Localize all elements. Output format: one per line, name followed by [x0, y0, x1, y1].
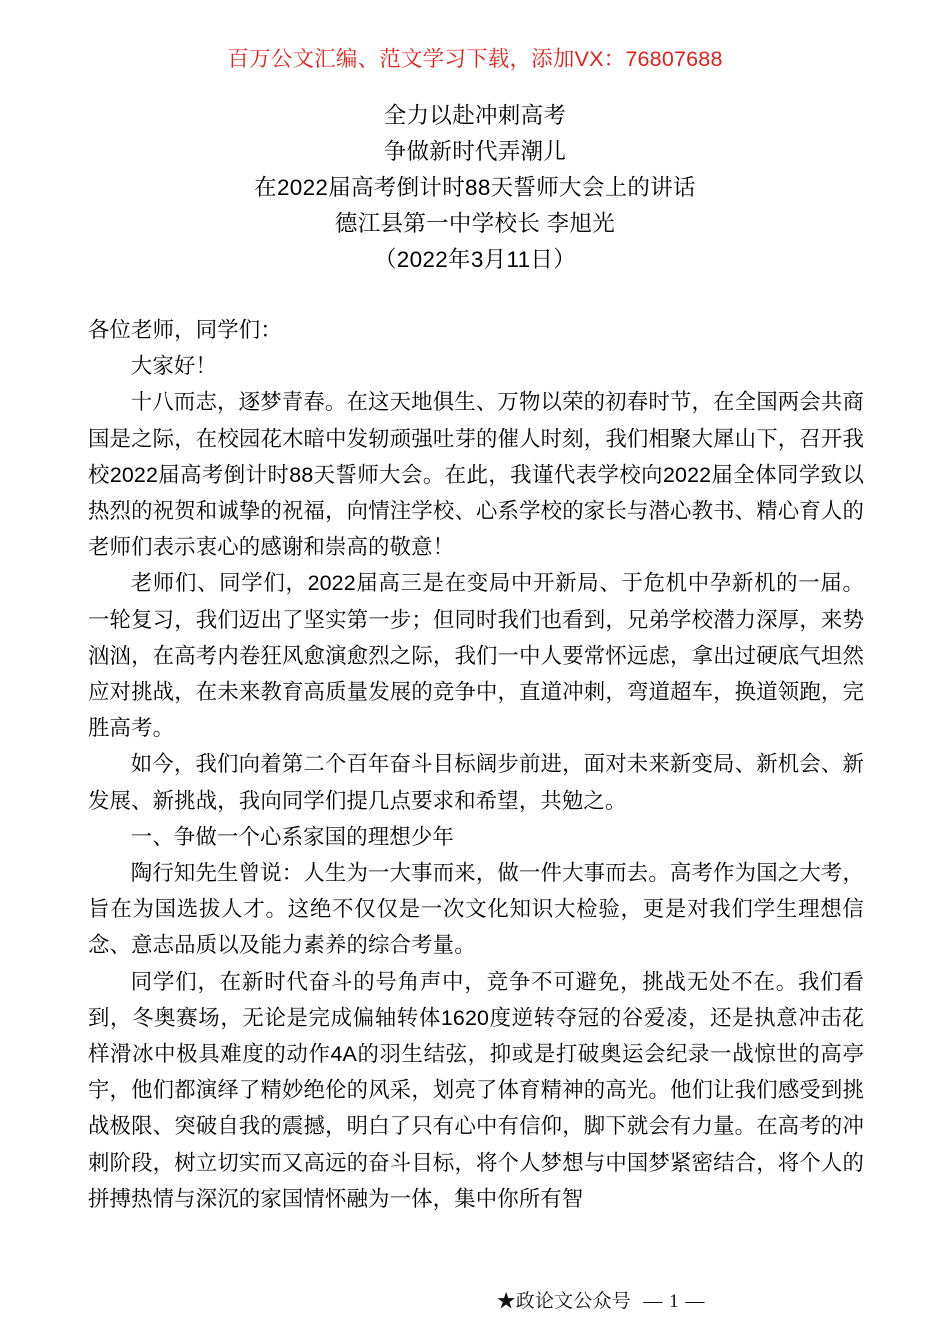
- title-line-2: 争做新时代弄潮儿: [383, 139, 567, 164]
- paragraph-greeting: 大家好！: [130, 354, 217, 379]
- paragraph-transition: 如今，我们向着第二个百年奋斗目标阔步前进，面对未来新变局、新机会、新发展、新挑战，我向同学们提几点要求和希望，共勉之。: [88, 752, 864, 813]
- paragraph-salutation: 各位老师，同学们：: [88, 318, 282, 342]
- paragraph-quote: 陶行知先生曾说：人生为一大事而来，做一件大事而去。高考作为国之大考，旨在为国选拔人才。这绝不仅仅是一次文化知识大检验，更是对我们学生理想信念、意志品质以及能力素养的综合考量。: [88, 861, 864, 958]
- page-number: — 1 —: [643, 1291, 706, 1312]
- title-date-line: （2022年3月11日）: [373, 247, 577, 272]
- promo-banner-text: 百万公文汇编、范文学习下载，添加VX：76807688: [227, 47, 723, 71]
- document-title-block: [0, 98, 950, 278]
- paragraph-opening: 十八而志，逐梦青春。在这天地俱生、万物以荣的初春时节，在全国两会共商国是之际，在校园花木暗中发轫顽强吐芽的催人时刻，我们相聚大犀山下，召开我校2022届高考倒计时88天誓师大会。在此，我谨代表学校向2022届全体同学致以热烈的祝贺和诚挚的祝福，向情注学校、心系学校的家长与潜心教书、精心育人的老师们表示衷心的感谢和崇高的敬意！: [88, 390, 864, 560]
- section-heading-one: 一、争做一个心系家国的理想少年: [130, 824, 454, 849]
- footer-watermark: ★政论文公众号: [496, 1291, 631, 1312]
- paragraph-context: 老师们、同学们，2022届高三是在变局中开新局、于危机中孕新机的一届。一轮复习，我们迈出了坚实第一步；但同时我们也看到，兄弟学校潜力深厚，来势汹汹，在高考内卷狂风愈演愈烈之际，我们一中人要常怀远虑，拿出过硬底气坦然应对挑战，在未来教育高质量发展的竞争中，直道冲刺，弯道超车，换道领跑，完胜高考。: [88, 571, 864, 741]
- title-author-line: 德江县第一中学校长 李旭光: [334, 211, 616, 236]
- document-body: [88, 312, 864, 1217]
- title-line-1: 全力以赴冲刺高考: [383, 103, 567, 128]
- page-footer: [0, 1286, 950, 1313]
- title-line-3: 在2022届高考倒计时88天誓师大会上的讲话: [254, 175, 696, 200]
- paragraph-olympics: 同学们，在新时代奋斗的号角声中，竞争不可避免，挑战无处不在。我们看到，冬奥赛场，无论是完成偏轴转体1620度逆转夺冠的谷爱凌，还是执意冲击花样滑冰中极具难度的动作4A的羽生结弦，抑或是打破奥运会纪录一战惊世的高亭宇，他们都演绎了精妙绝伦的风采，划亮了体育精神的高光。他们让我们感受到挑战极限、突破自我的震撼，明白了只有心中有信仰，脚下就会有力量。在高考的冲刺阶段，树立切实而又高远的奋斗目标，将个人梦想与中国梦紧密结合，将个人的拼搏热情与深沉的家国情怀融为一体，集中你所有智: [88, 969, 864, 1211]
- footer-inner: [497, 1286, 706, 1313]
